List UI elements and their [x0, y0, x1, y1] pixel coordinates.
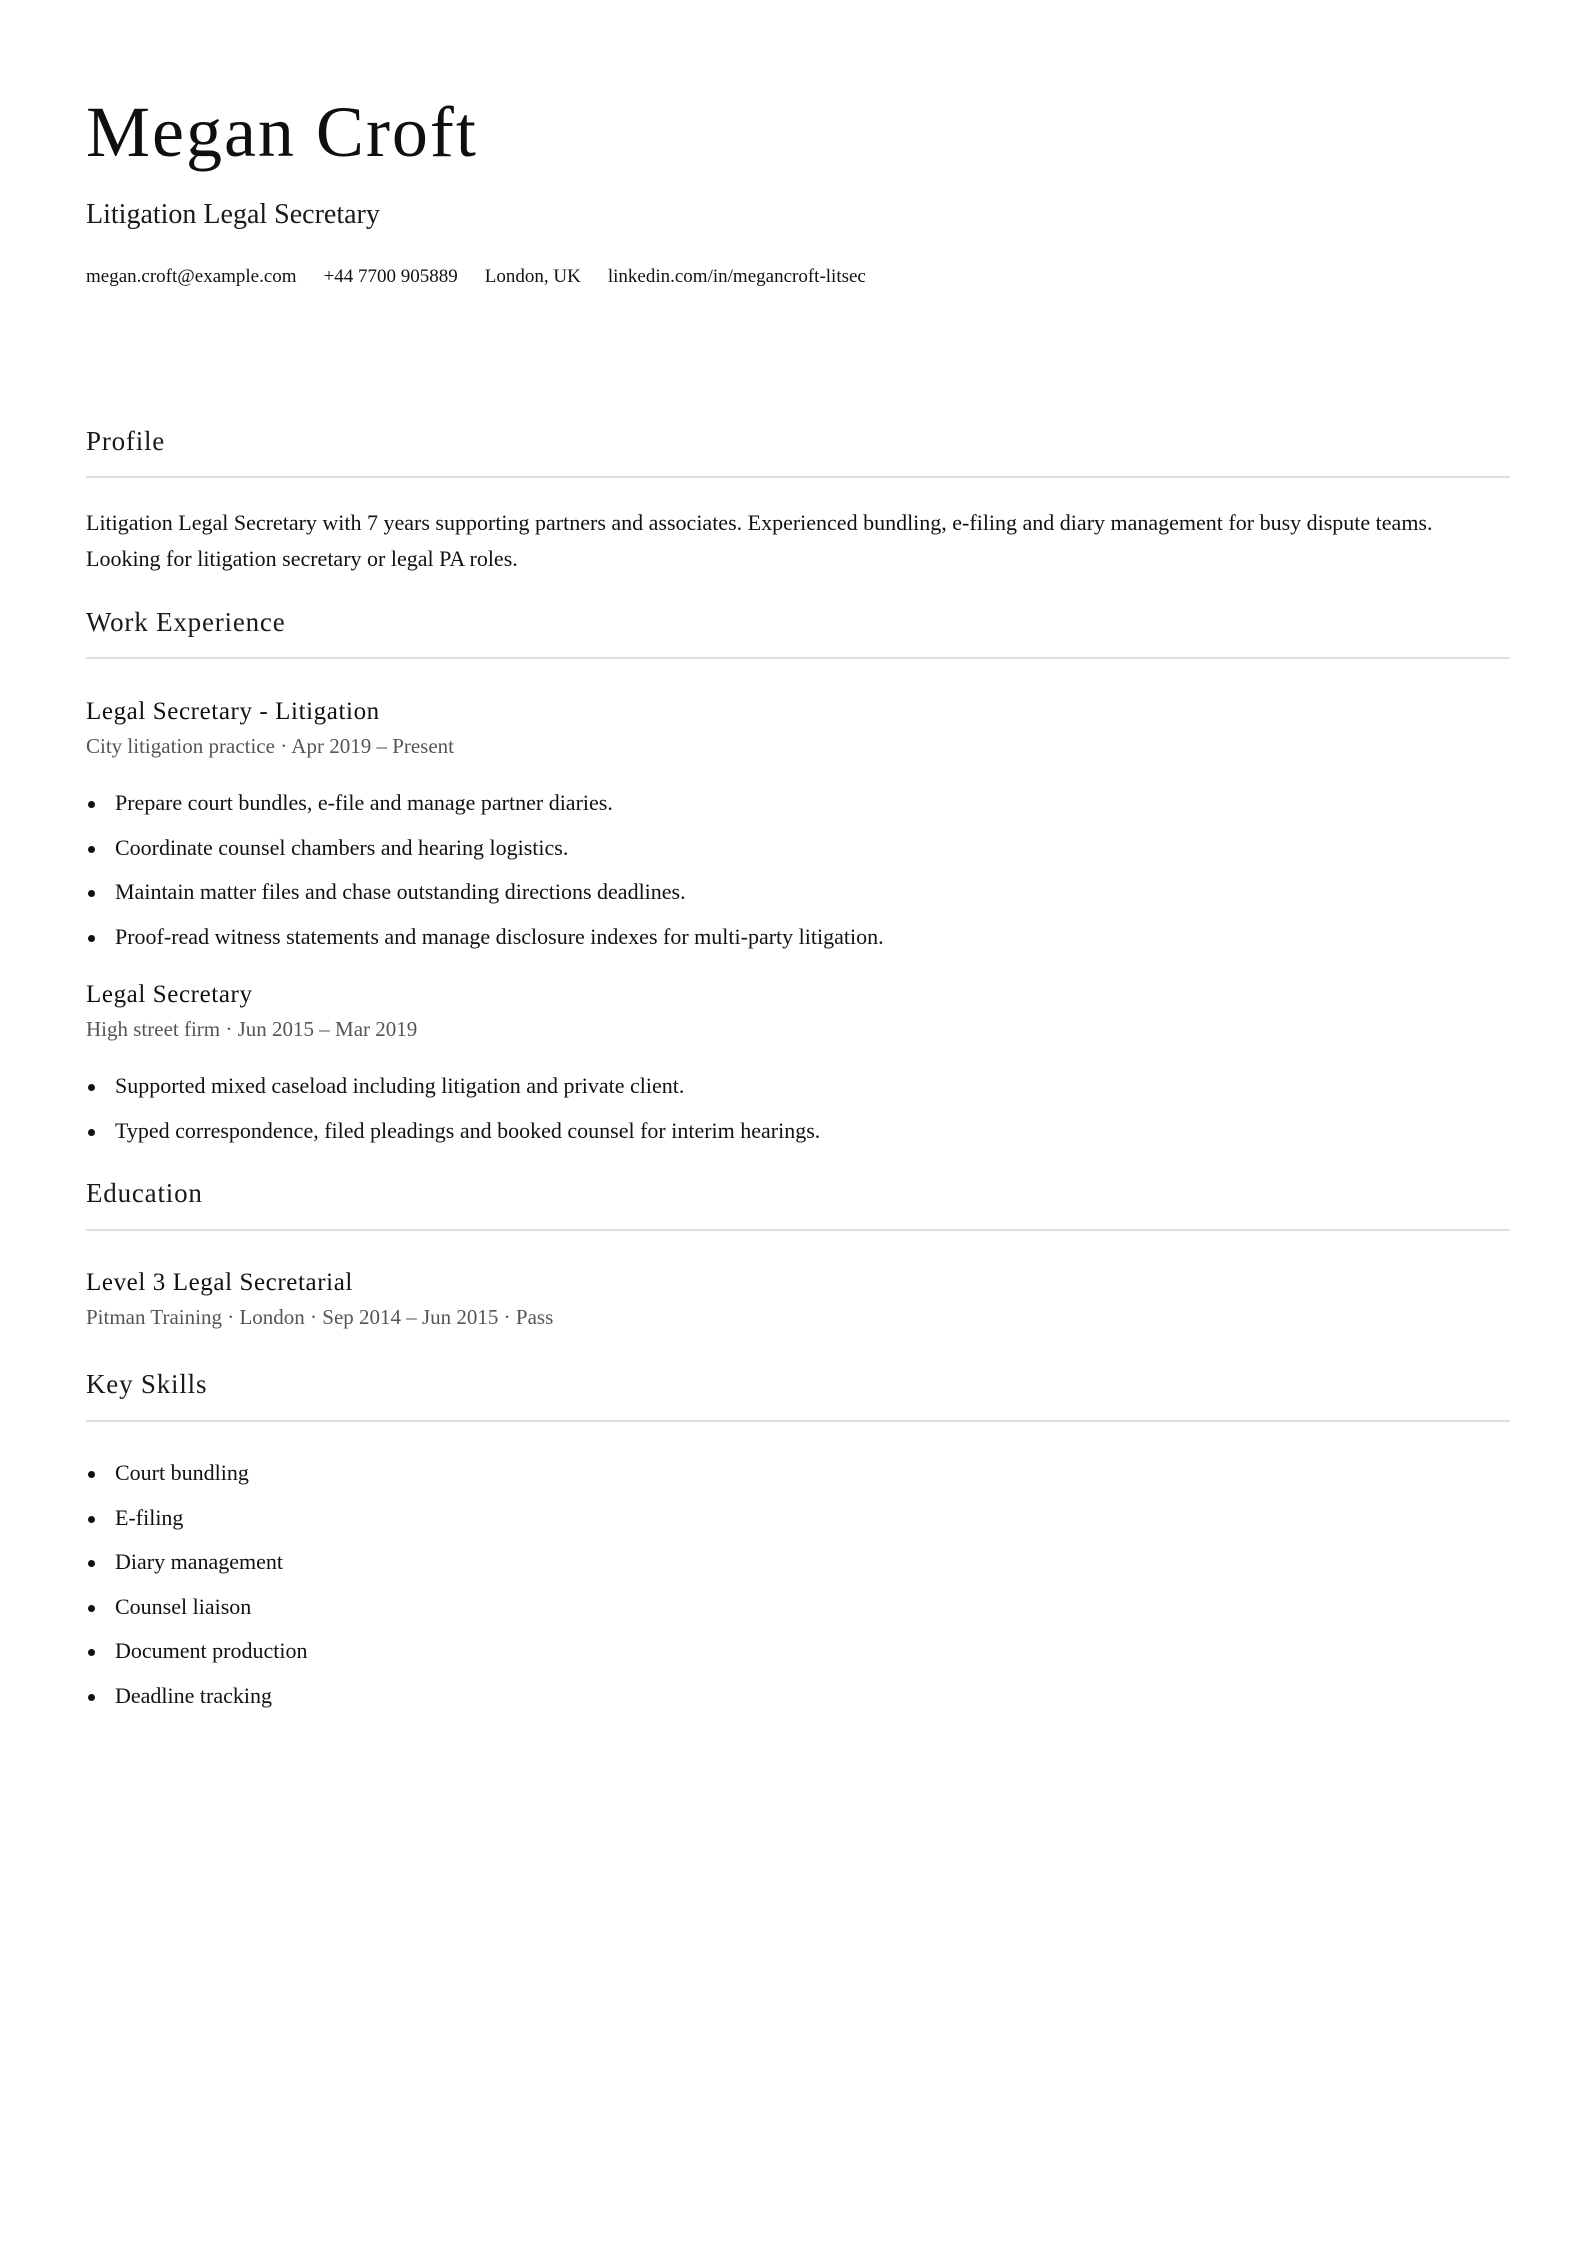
- profile-summary: Litigation Legal Secretary with 7 years supporting partners and associates. Experienced bundling, e-filing and diary management for busy dispute teams. Looking for litigation secretary or legal PA roles.: [86, 510, 1433, 571]
- section-divider: [86, 1229, 1510, 1231]
- section-title-education: Education: [86, 1178, 203, 1208]
- list-item: Document production: [86, 1629, 307, 1674]
- section-title-key-skills: Key Skills: [86, 1369, 208, 1399]
- contact-email: megan.croft@example.com: [86, 266, 297, 287]
- job-meta: City litigation practice · Apr 2019 – Present: [86, 734, 455, 758]
- list-item: Supported mixed caseload including litigation and private client.: [86, 1064, 820, 1109]
- list-item: Diary management: [86, 1540, 307, 1585]
- contact-line: [86, 266, 866, 289]
- candidate-headline: Litigation Legal Secretary: [86, 199, 380, 230]
- section-title-work-experience: Work Experience: [86, 607, 286, 637]
- education-meta: Pitman Training · London · Sep 2014 – Jun 2015 · Pass: [86, 1305, 554, 1329]
- contact-phone: +44 7700 905889: [323, 266, 458, 287]
- job-title: Legal Secretary - Litigation: [86, 698, 380, 725]
- candidate-name: Megan Croft: [86, 92, 478, 172]
- section-divider: [86, 476, 1510, 478]
- list-item: Prepare court bundles, e-file and manage partner diaries.: [86, 781, 884, 826]
- job-bullets: [86, 1064, 820, 1153]
- list-item: Maintain matter files and chase outstanding directions deadlines.: [86, 870, 884, 915]
- list-item: E-filing: [86, 1496, 307, 1541]
- section-divider: [86, 657, 1510, 659]
- education-title: Level 3 Legal Secretarial: [86, 1269, 353, 1296]
- job-bullets: [86, 781, 884, 959]
- list-item: Deadline tracking: [86, 1674, 307, 1719]
- list-item: Typed correspondence, filed pleadings and booked counsel for interim hearings.: [86, 1109, 820, 1154]
- contact-location: London, UK: [484, 266, 581, 287]
- list-item: Court bundling: [86, 1451, 307, 1496]
- list-item: Counsel liaison: [86, 1585, 307, 1630]
- skills-list: [86, 1451, 307, 1718]
- job-title: Legal Secretary: [86, 981, 253, 1008]
- list-item: Coordinate counsel chambers and hearing logistics.: [86, 826, 884, 871]
- section-divider: [86, 1420, 1510, 1422]
- contact-linkedin: linkedin.com/in/megancroft-litsec: [607, 266, 866, 287]
- section-title-profile: Profile: [86, 426, 166, 456]
- list-item: Proof-read witness statements and manage disclosure indexes for multi-party litigation.: [86, 915, 884, 960]
- job-meta: High street firm · Jun 2015 – Mar 2019: [86, 1017, 418, 1041]
